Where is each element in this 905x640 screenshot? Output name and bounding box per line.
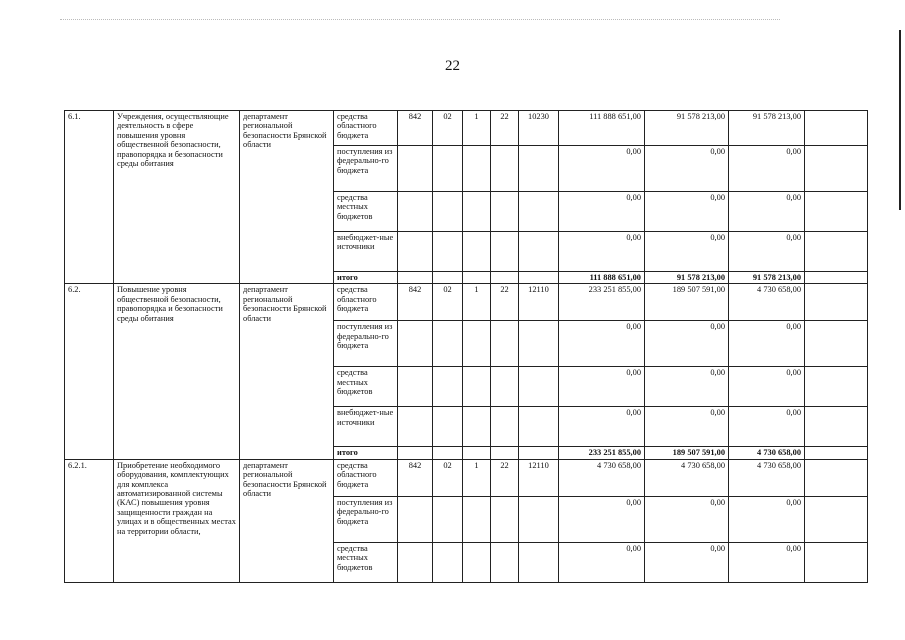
subsection-code-cell: 1 [463, 111, 491, 146]
subsection-code-cell: 1 [463, 284, 491, 321]
amount-year2-cell: 0,00 [645, 321, 729, 367]
empty-cell [805, 459, 868, 496]
program-code-cell [491, 407, 519, 447]
subsection-code-cell [463, 192, 491, 232]
subsection-code-cell [463, 542, 491, 582]
program-code-cell [491, 146, 519, 192]
program-code-cell [491, 496, 519, 542]
empty-cell [491, 272, 519, 284]
amount-year3-cell: 0,00 [729, 321, 805, 367]
target-code-cell [519, 496, 559, 542]
section-code-cell [433, 496, 463, 542]
program-code-cell: 22 [491, 459, 519, 496]
funding-source-cell: средства местных бюджетов [334, 192, 398, 232]
subsection-code-cell [463, 496, 491, 542]
empty-cell [805, 192, 868, 232]
budget-table [64, 110, 868, 583]
subsection-code-cell [463, 321, 491, 367]
target-code-cell: 10230 [519, 111, 559, 146]
ministry-code-cell [398, 496, 433, 542]
funding-source-cell: средства областного бюджета [334, 111, 398, 146]
ministry-code-cell [398, 232, 433, 272]
funding-source-cell: поступления из федерально-го бюджета [334, 496, 398, 542]
amount-year1-cell: 0,00 [559, 192, 645, 232]
page-number: 22 [445, 58, 460, 74]
empty-cell [805, 496, 868, 542]
target-code-cell [519, 367, 559, 407]
ministry-code-cell [398, 146, 433, 192]
total-year2-cell: 91 578 213,00 [645, 272, 729, 284]
amount-year3-cell: 0,00 [729, 542, 805, 582]
item-name-cell: Повышение уровня общественной безопасности, правопорядка и безопасности среды обитания [114, 284, 240, 459]
amount-year1-cell: 111 888 651,00 [559, 111, 645, 146]
executor-cell: департамент региональной безопасности Брянской области [240, 459, 334, 582]
amount-year3-cell: 4 730 658,00 [729, 284, 805, 321]
amount-year3-cell: 0,00 [729, 407, 805, 447]
amount-year1-cell: 0,00 [559, 542, 645, 582]
subsection-code-cell [463, 367, 491, 407]
amount-year3-cell: 0,00 [729, 496, 805, 542]
section-code-cell [433, 146, 463, 192]
scan-edge-mark [899, 30, 901, 210]
table-row [65, 284, 868, 321]
amount-year3-cell: 0,00 [729, 367, 805, 407]
empty-cell [805, 284, 868, 321]
amount-year2-cell: 0,00 [645, 367, 729, 407]
amount-year1-cell: 0,00 [559, 146, 645, 192]
empty-cell [805, 272, 868, 284]
program-code-cell: 22 [491, 284, 519, 321]
scan-artifact-line [60, 19, 780, 21]
target-code-cell [519, 407, 559, 447]
subsection-code-cell [463, 232, 491, 272]
amount-year2-cell: 0,00 [645, 192, 729, 232]
empty-cell [805, 447, 868, 459]
program-code-cell [491, 232, 519, 272]
total-year3-cell: 4 730 658,00 [729, 447, 805, 459]
empty-cell [805, 111, 868, 146]
ministry-code-cell: 842 [398, 284, 433, 321]
empty-cell [805, 407, 868, 447]
target-code-cell [519, 146, 559, 192]
funding-source-cell: внебюджет-ные источники [334, 232, 398, 272]
table-row [65, 459, 868, 496]
amount-year3-cell: 0,00 [729, 192, 805, 232]
program-code-cell [491, 367, 519, 407]
program-code-cell [491, 192, 519, 232]
amount-year2-cell: 0,00 [645, 146, 729, 192]
section-code-cell [433, 367, 463, 407]
empty-cell [463, 447, 491, 459]
empty-cell [805, 367, 868, 407]
ministry-code-cell: 842 [398, 111, 433, 146]
program-code-cell [491, 542, 519, 582]
amount-year1-cell: 233 251 855,00 [559, 284, 645, 321]
program-code-cell [491, 321, 519, 367]
empty-cell [433, 447, 463, 459]
empty-cell [805, 146, 868, 192]
empty-cell [519, 447, 559, 459]
target-code-cell [519, 192, 559, 232]
amount-year2-cell: 91 578 213,00 [645, 111, 729, 146]
funding-source-cell: поступления из федерально-го бюджета [334, 321, 398, 367]
amount-year2-cell: 0,00 [645, 407, 729, 447]
empty-cell [519, 272, 559, 284]
section-code-cell: 02 [433, 111, 463, 146]
section-code-cell [433, 407, 463, 447]
budget-table-body [65, 111, 868, 583]
amount-year3-cell: 0,00 [729, 146, 805, 192]
amount-year1-cell: 0,00 [559, 367, 645, 407]
amount-year2-cell: 0,00 [645, 232, 729, 272]
empty-cell [433, 272, 463, 284]
amount-year1-cell: 4 730 658,00 [559, 459, 645, 496]
amount-year1-cell: 0,00 [559, 496, 645, 542]
subsection-code-cell [463, 146, 491, 192]
subsection-code-cell: 1 [463, 459, 491, 496]
funding-source-cell: средства областного бюджета [334, 284, 398, 321]
item-number-cell: 6.2.1. [65, 459, 114, 582]
total-label-cell: итого [334, 447, 398, 459]
empty-cell [805, 542, 868, 582]
executor-cell: департамент региональной безопасности Брянской области [240, 284, 334, 459]
amount-year1-cell: 0,00 [559, 407, 645, 447]
section-code-cell [433, 542, 463, 582]
program-code-cell: 22 [491, 111, 519, 146]
empty-cell [463, 272, 491, 284]
ministry-code-cell [398, 367, 433, 407]
section-code-cell [433, 232, 463, 272]
amount-year3-cell: 0,00 [729, 232, 805, 272]
target-code-cell [519, 321, 559, 367]
total-label-cell: итого [334, 272, 398, 284]
ministry-code-cell [398, 542, 433, 582]
section-code-cell [433, 321, 463, 367]
ministry-code-cell [398, 192, 433, 232]
target-code-cell [519, 232, 559, 272]
empty-cell [805, 321, 868, 367]
total-year1-cell: 111 888 651,00 [559, 272, 645, 284]
executor-cell: департамент региональной безопасности Брянской области [240, 111, 334, 284]
section-code-cell [433, 192, 463, 232]
ministry-code-cell [398, 407, 433, 447]
amount-year2-cell: 189 507 591,00 [645, 284, 729, 321]
table-row [65, 111, 868, 146]
empty-cell [805, 232, 868, 272]
total-year2-cell: 189 507 591,00 [645, 447, 729, 459]
amount-year1-cell: 0,00 [559, 321, 645, 367]
section-code-cell: 02 [433, 459, 463, 496]
empty-cell [398, 447, 433, 459]
ministry-code-cell: 842 [398, 459, 433, 496]
target-code-cell [519, 542, 559, 582]
funding-source-cell: поступления из федерально-го бюджета [334, 146, 398, 192]
target-code-cell: 12110 [519, 284, 559, 321]
subsection-code-cell [463, 407, 491, 447]
funding-source-cell: средства местных бюджетов [334, 367, 398, 407]
empty-cell [398, 272, 433, 284]
amount-year3-cell: 4 730 658,00 [729, 459, 805, 496]
total-year3-cell: 91 578 213,00 [729, 272, 805, 284]
empty-cell [491, 447, 519, 459]
ministry-code-cell [398, 321, 433, 367]
amount-year2-cell: 0,00 [645, 496, 729, 542]
item-number-cell: 6.2. [65, 284, 114, 459]
section-code-cell: 02 [433, 284, 463, 321]
funding-source-cell: внебюджет-ные источники [334, 407, 398, 447]
item-name-cell: Учреждения, осуществляющие деятельность в сфере повышения уровня общественной безопасности, правопорядка и безопасности среды обитания [114, 111, 240, 284]
amount-year2-cell: 0,00 [645, 542, 729, 582]
funding-source-cell: средства местных бюджетов [334, 542, 398, 582]
funding-source-cell: средства областного бюджета [334, 459, 398, 496]
amount-year3-cell: 91 578 213,00 [729, 111, 805, 146]
total-year1-cell: 233 251 855,00 [559, 447, 645, 459]
amount-year1-cell: 0,00 [559, 232, 645, 272]
amount-year2-cell: 4 730 658,00 [645, 459, 729, 496]
item-name-cell: Приобретение необходимого оборудования, комплектующих для комплекса автоматизированной системы (КАС) повышения уровня защищенности граждан на улицах и в общественных местах на территории области, [114, 459, 240, 582]
target-code-cell: 12110 [519, 459, 559, 496]
item-number-cell: 6.1. [65, 111, 114, 284]
